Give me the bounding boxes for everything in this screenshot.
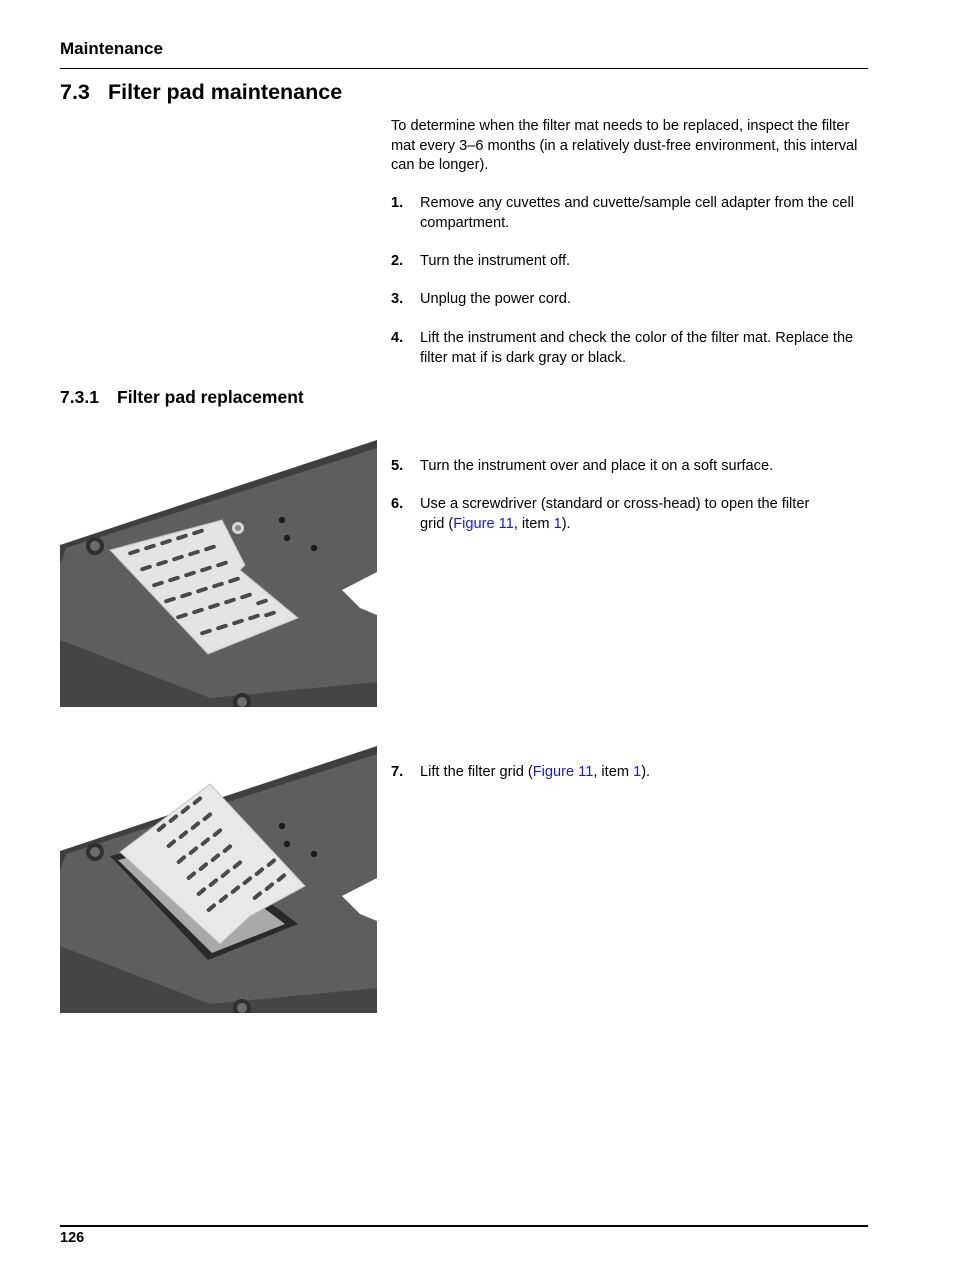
step-number: 7. bbox=[391, 764, 404, 780]
step-text-part: , item bbox=[513, 515, 554, 532]
step-text: Remove any cuvettes and cuvette/sample cell adapter from the cell compartment. bbox=[420, 195, 854, 231]
figure-link[interactable]: Figure 11 bbox=[453, 515, 514, 532]
figure-link[interactable]: Figure 11 bbox=[532, 764, 594, 780]
step-number: 6. bbox=[391, 496, 404, 512]
step-3 bbox=[391, 290, 866, 310]
step-text-part: Lift the filter grid ( bbox=[420, 764, 533, 780]
step-text: Unplug the power cord. bbox=[420, 291, 571, 307]
page-number: 126 bbox=[60, 1230, 85, 1246]
step-number: 1. bbox=[391, 195, 404, 211]
item-link[interactable]: 1 bbox=[633, 764, 642, 780]
step-6 bbox=[391, 495, 831, 534]
figure-closed-filter-grid bbox=[60, 440, 377, 707]
step-text-part: ). bbox=[641, 764, 651, 780]
section-heading bbox=[60, 80, 342, 105]
step-text: Turn the instrument off. bbox=[420, 253, 571, 269]
step-number: 3. bbox=[391, 291, 404, 307]
intro-paragraph: To determine when the filter mat needs to be replaced, inspect the filter mat every 3–6 months (in a relatively dust-free environment, this interval can be longer). bbox=[391, 118, 858, 173]
header-rule bbox=[60, 68, 868, 69]
section-title: Filter pad maintenance bbox=[108, 80, 343, 104]
subsection-title: Filter pad replacement bbox=[117, 387, 304, 407]
step-text bbox=[420, 495, 831, 534]
step-text-part: Use a screwdriver (standard or cross-head) to open the filter grid ( bbox=[420, 496, 810, 532]
subsection-number: 7.3.1 bbox=[60, 387, 99, 407]
step-text-part: , item bbox=[593, 764, 634, 780]
step-text: Lift the instrument and check the color of the filter mat. Replace the filter mat if is dark gray or black. bbox=[420, 330, 854, 366]
footer-rule bbox=[60, 1225, 868, 1227]
step-text bbox=[420, 763, 866, 783]
step-7 bbox=[391, 763, 866, 783]
step-number: 5. bbox=[391, 458, 404, 474]
step-5 bbox=[391, 457, 866, 477]
step-number: 2. bbox=[391, 253, 404, 269]
section-number: 7.3 bbox=[60, 80, 90, 104]
step-text: Turn the instrument over and place it on a soft surface. bbox=[420, 458, 774, 474]
step-text-part: ). bbox=[561, 515, 571, 532]
step-1 bbox=[391, 194, 866, 233]
step-number: 4. bbox=[391, 330, 404, 346]
item-link[interactable]: 1 bbox=[553, 515, 562, 532]
step-2 bbox=[391, 252, 866, 272]
running-header: Maintenance bbox=[60, 39, 163, 58]
figure-lifted-filter-grid bbox=[60, 746, 377, 1013]
subsection-heading bbox=[60, 387, 304, 408]
step-4 bbox=[391, 329, 866, 368]
